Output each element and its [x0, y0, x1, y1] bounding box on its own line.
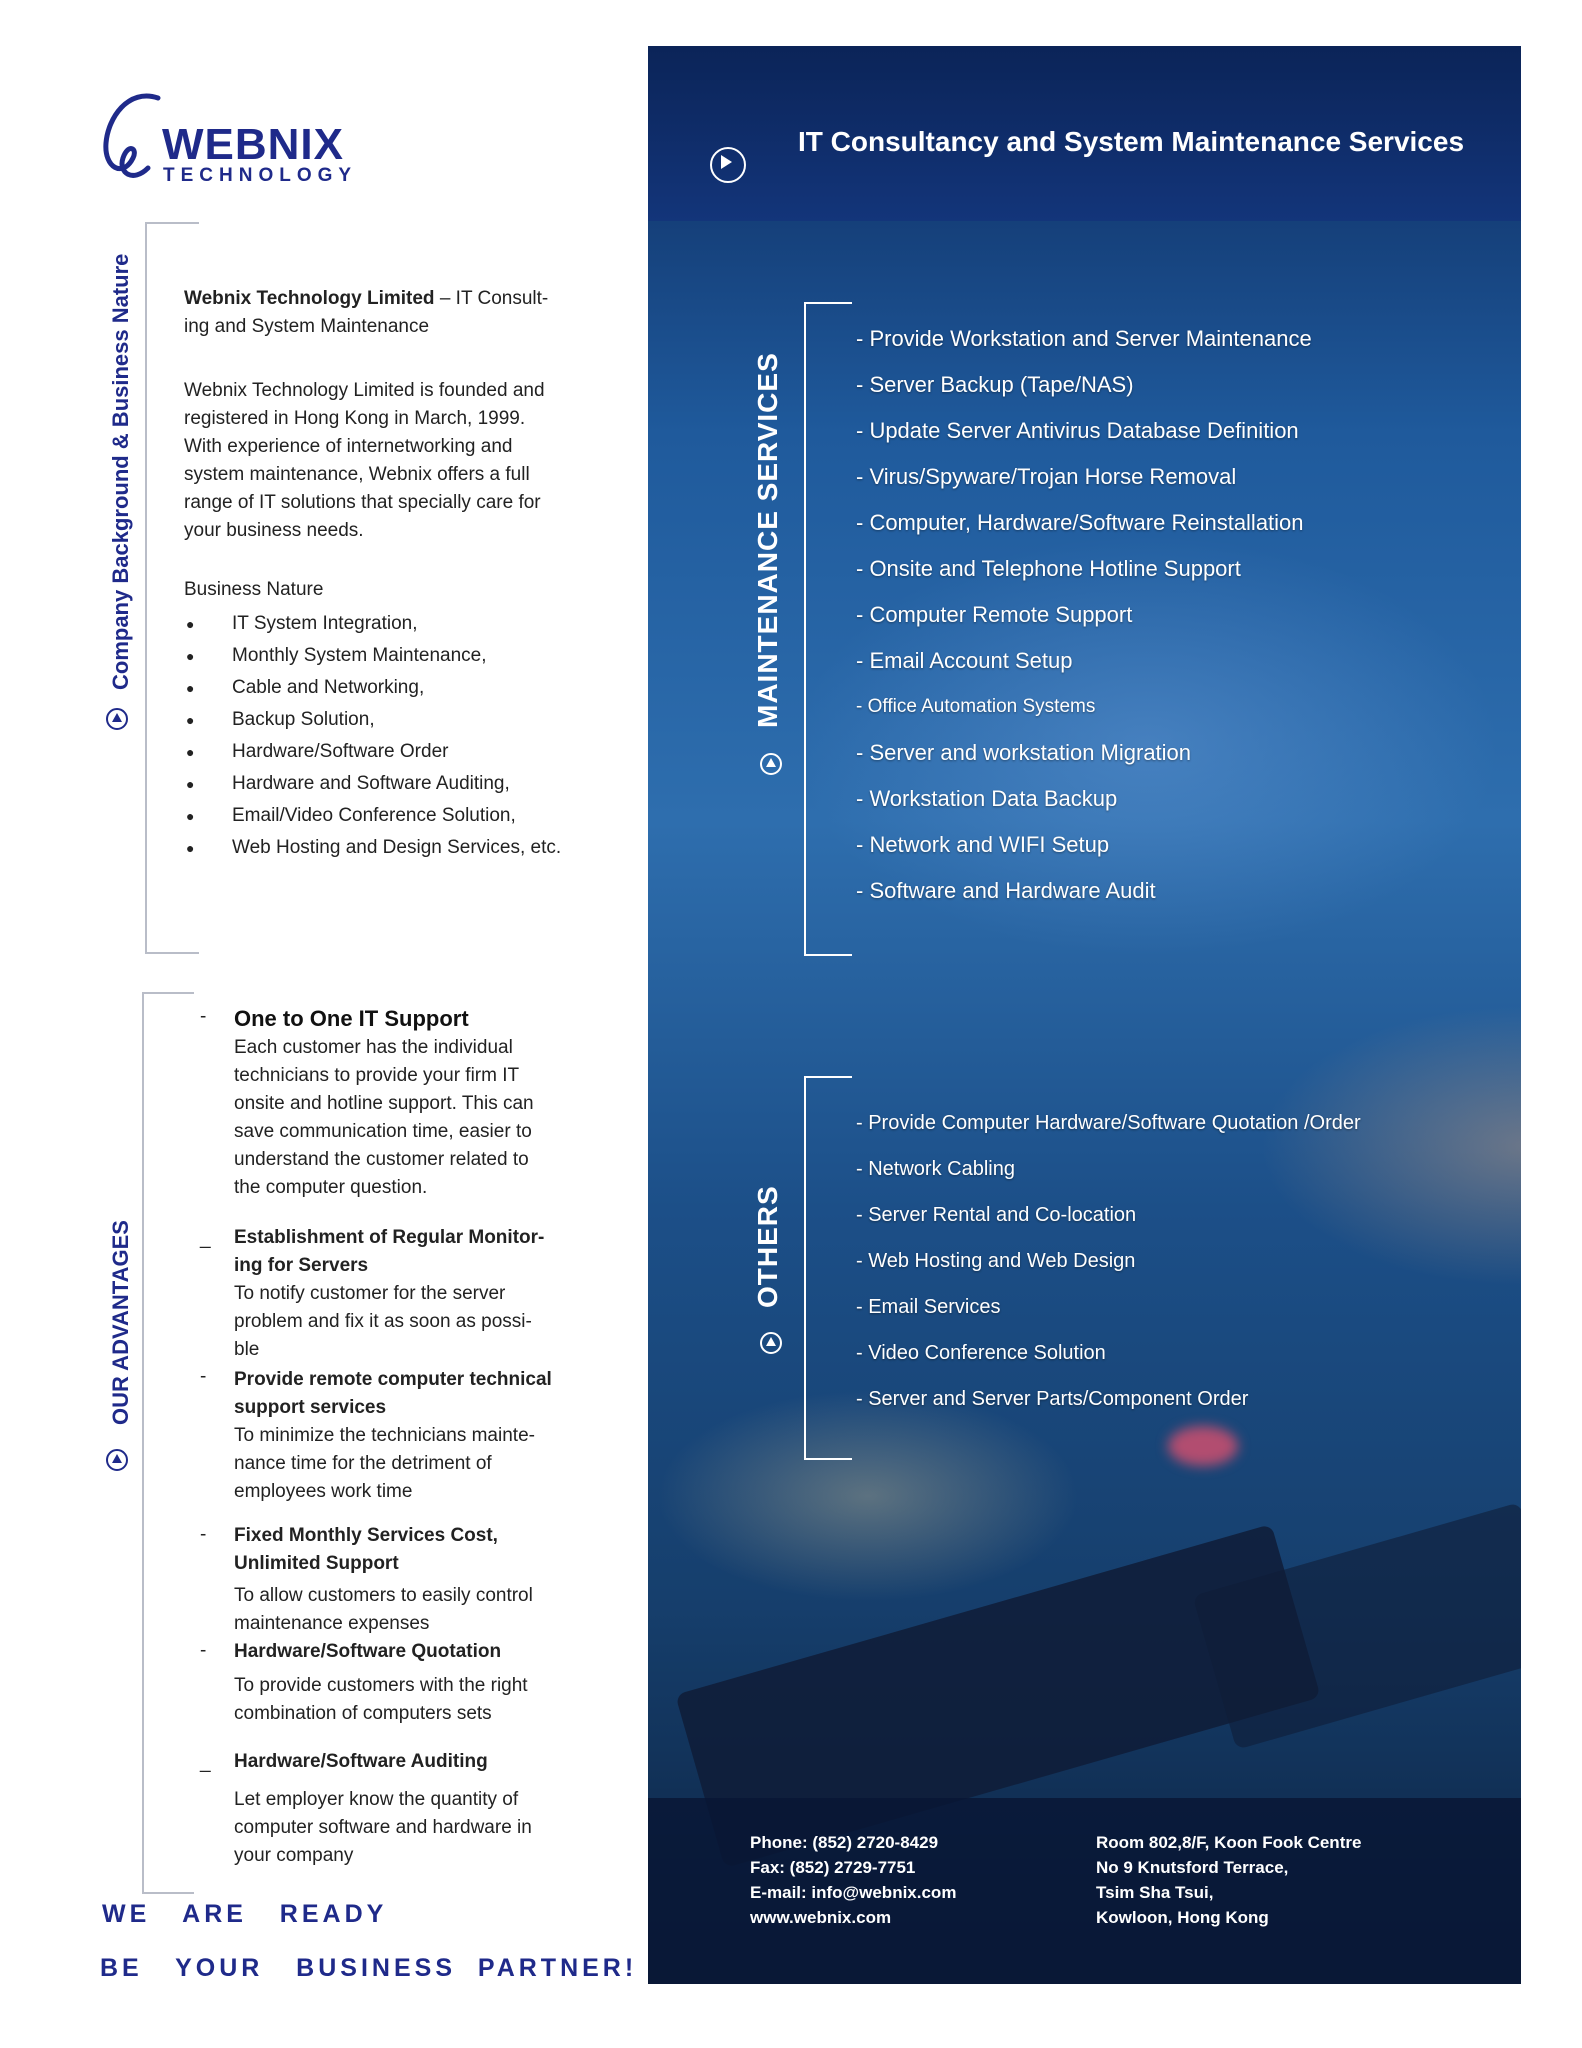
background-up-arrow-icon[interactable] [106, 708, 128, 730]
service-item: - Network and WIFI Setup [856, 832, 1110, 857]
service-item: - Server Backup (Tape/NAS) [856, 372, 1134, 397]
others-bracket [804, 1076, 852, 1460]
fax: Fax: (852) 2729-7751 [750, 1858, 916, 1877]
advantage-dash: - [200, 1524, 207, 1545]
advantage-heading: Establishment of Regular Monitor- ing for Servers [234, 1227, 545, 1276]
tagline-line1: WE ARE READY [102, 1900, 388, 1928]
list-item: ● Hardware and Software Auditing, [186, 768, 626, 800]
advantage-dash: _ [200, 1752, 211, 1773]
maintenance-up-arrow-icon[interactable] [760, 753, 782, 775]
advantage-item [234, 1224, 624, 1364]
contact-block [750, 1830, 956, 1930]
background-title: Company Background & Business Nature [108, 253, 133, 690]
website-link[interactable]: www.webnix.com [750, 1908, 892, 1927]
advantage-body: To allow customers to easily control maintenance expenses [234, 1585, 533, 1634]
advantages-bracket [142, 992, 194, 1894]
background-paragraph [184, 377, 614, 545]
advantage-dash: - [200, 1366, 207, 1387]
advantage-dash: _ [200, 1228, 211, 1249]
advantages-up-arrow-icon[interactable] [106, 1449, 128, 1471]
maintenance-bracket [804, 302, 852, 956]
business-nature-heading: Business Nature [184, 579, 324, 600]
others-up-arrow-icon[interactable] [760, 1332, 782, 1354]
service-item: - Workstation Data Backup [856, 786, 1118, 811]
advantages-title: OUR ADVANTAGES [108, 1220, 133, 1425]
service-item: - Office Automation Systems [856, 696, 1096, 717]
list-item: ● IT System Integration, [186, 608, 626, 640]
address-block [1096, 1830, 1361, 1930]
led-light-image [1168, 1426, 1238, 1466]
advantage-heading: One to One IT Support [234, 1006, 469, 1031]
para-line: With experience of internetworking and [184, 436, 513, 457]
service-item: - Update Server Antivirus Database Definition [856, 418, 1299, 443]
advantage-dash: - [200, 1640, 207, 1661]
tagline-line2: BE YOUR BUSINESS PARTNER! [100, 1954, 638, 1982]
para-line: your business needs. [184, 520, 364, 541]
advantage-item [234, 1366, 624, 1506]
service-item: - Provide Workstation and Server Maintenance [856, 326, 1312, 351]
list-item: ● Cable and Networking, [186, 672, 626, 704]
company-name: Webnix Technology Limited [184, 288, 435, 309]
address-line: Tsim Sha Tsui, [1096, 1883, 1214, 1902]
phone: Phone: (852) 2720-8429 [750, 1833, 939, 1852]
service-item: - Computer, Hardware/Software Reinstallation [856, 510, 1304, 535]
advantage-item [234, 1748, 624, 1870]
list-item: ● Backup Solution, [186, 704, 626, 736]
advantage-body: Each customer has the individual technicians to provide your firm IT onsite and hotline support. This can save communication time, easier to understand the customer related to the computer question. [234, 1037, 534, 1198]
other-item: - Provide Computer Hardware/Software Quotation /Order [856, 1112, 1361, 1134]
list-item: ● Email/Video Conference Solution, [186, 800, 626, 832]
other-item: - Server Rental and Co-location [856, 1204, 1137, 1226]
list-item: ● Web Hosting and Design Services, etc. [186, 832, 626, 864]
panel-title: IT Consultancy and System Maintenance Services [798, 126, 1465, 157]
address-line: Kowloon, Hong Kong [1096, 1908, 1269, 1927]
maintenance-title: MAINTENANCE SERVICES [752, 352, 783, 728]
advantage-item [234, 1522, 624, 1638]
service-item: - Virus/Spyware/Trojan Horse Removal [856, 464, 1237, 489]
play-icon[interactable] [710, 147, 746, 183]
list-item: ● Hardware/Software Order [186, 736, 626, 768]
para-line: Webnix Technology Limited is founded and [184, 380, 545, 401]
logo-subtitle: TECHNOLOGY [163, 165, 358, 186]
advantage-heading: Hardware/Software Auditing [234, 1751, 488, 1772]
advantage-body: To notify customer for the server problem and fix it as soon as possi- ble [234, 1283, 532, 1360]
advantage-dash: - [200, 1006, 207, 1027]
advantage-item [234, 1004, 614, 1202]
other-item: - Email Services [856, 1296, 1001, 1318]
lead-line2: ing and System Maintenance [184, 316, 430, 337]
background-lead [184, 285, 604, 341]
advantage-body: Let employer know the quantity of computer software and hardware in your company [234, 1789, 532, 1866]
others-title: OTHERS [752, 1185, 783, 1308]
services-panel [648, 46, 1521, 1984]
advantage-heading: Hardware/Software Quotation [234, 1641, 502, 1662]
advantage-heading: Fixed Monthly Services Cost, Unlimited Support [234, 1525, 498, 1574]
other-item: - Web Hosting and Web Design [856, 1250, 1136, 1272]
logo-swoosh-icon [88, 88, 168, 188]
email-link[interactable]: E-mail: info@webnix.com [750, 1883, 957, 1902]
advantage-heading: Provide remote computer technical support services [234, 1369, 552, 1418]
service-item: - Server and workstation Migration [856, 740, 1192, 765]
business-nature-list [186, 608, 626, 864]
advantage-body: To provide customers with the right combination of computers sets [234, 1675, 528, 1724]
logo-wordmark: WEBNIX [162, 120, 344, 169]
other-item: - Network Cabling [856, 1158, 1015, 1180]
advantage-body: To minimize the technicians mainte- nance time for the detriment of employees work time [234, 1425, 535, 1502]
other-item: - Server and Server Parts/Component Order [856, 1388, 1249, 1410]
other-item: - Video Conference Solution [856, 1342, 1106, 1364]
para-line: system maintenance, Webnix offers a full [184, 464, 530, 485]
service-item: - Onsite and Telephone Hotline Support [856, 556, 1241, 581]
service-item: - Computer Remote Support [856, 602, 1133, 627]
para-line: range of IT solutions that specially care for [184, 492, 541, 513]
lead-rest: – IT Consult- [434, 288, 549, 309]
list-item: ● Monthly System Maintenance, [186, 640, 626, 672]
para-line: registered in Hong Kong in March, 1999. [184, 408, 526, 429]
service-item: - Software and Hardware Audit [856, 878, 1156, 903]
service-item: - Email Account Setup [856, 648, 1073, 673]
advantage-item [234, 1638, 624, 1728]
address-line: No 9 Knutsford Terrace, [1096, 1858, 1289, 1877]
address-line: Room 802,8/F, Koon Fook Centre [1096, 1833, 1362, 1852]
